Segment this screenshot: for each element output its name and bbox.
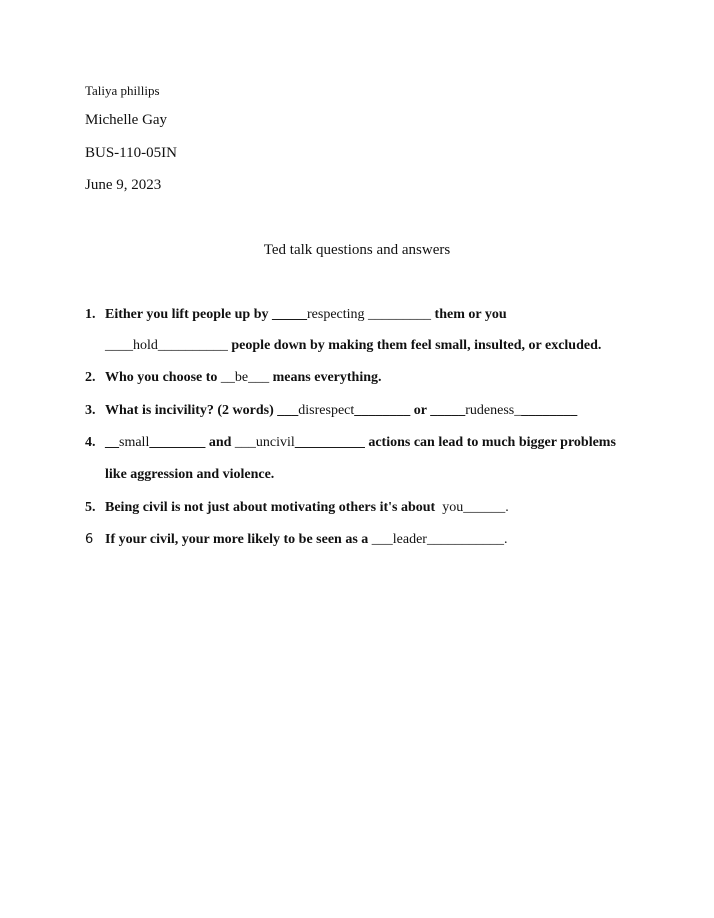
student-name: Taliya phillips xyxy=(85,83,160,98)
question-text: Who you choose to __be___ means everything. xyxy=(105,370,382,385)
question-number: 2. xyxy=(85,370,96,385)
instructor-name: Michelle Gay xyxy=(85,112,168,128)
question-text: What is incivility? (2 words) ___disrespect________ or _____rudeness_________ xyxy=(105,403,578,418)
question-number: 4. xyxy=(85,435,96,450)
question-text: ____hold__________ people down by making them feel small, insulted, or excluded. xyxy=(105,338,602,353)
question-text: __small________ and ___uncivil__________ actions can lead to much bigger problems xyxy=(105,435,616,450)
question-text: Either you lift people up by _____respecting _________ them or you xyxy=(105,307,507,322)
question-number: 5. xyxy=(85,500,96,515)
answer-text: disrespect xyxy=(298,403,355,418)
question-number: 6 xyxy=(85,532,94,547)
course-code: BUS-110-05IN xyxy=(85,145,177,161)
question-number: 1. xyxy=(85,307,96,322)
question-number: 3. xyxy=(85,403,96,418)
question-text: Being civil is not just about motivating others it's about you______. xyxy=(105,500,509,515)
answer-text: ___leader___________. xyxy=(368,532,508,547)
answer-text: ____hold__________ xyxy=(105,338,228,353)
document-date: June 9, 2023 xyxy=(85,177,162,193)
answer-text: small xyxy=(119,435,150,450)
question-text: like aggression and violence. xyxy=(105,467,275,482)
answer-text: respecting _________ xyxy=(307,307,432,322)
answer-text: ___uncivil xyxy=(234,435,295,450)
answer-text: rudeness_ xyxy=(465,403,522,418)
document-title: Ted talk questions and answers xyxy=(263,242,451,258)
answer-text: you______. xyxy=(435,500,509,515)
answer-text: __be___ xyxy=(217,370,273,385)
question-text: If your civil, your more likely to be seen as a ___leader___________. xyxy=(105,532,508,547)
